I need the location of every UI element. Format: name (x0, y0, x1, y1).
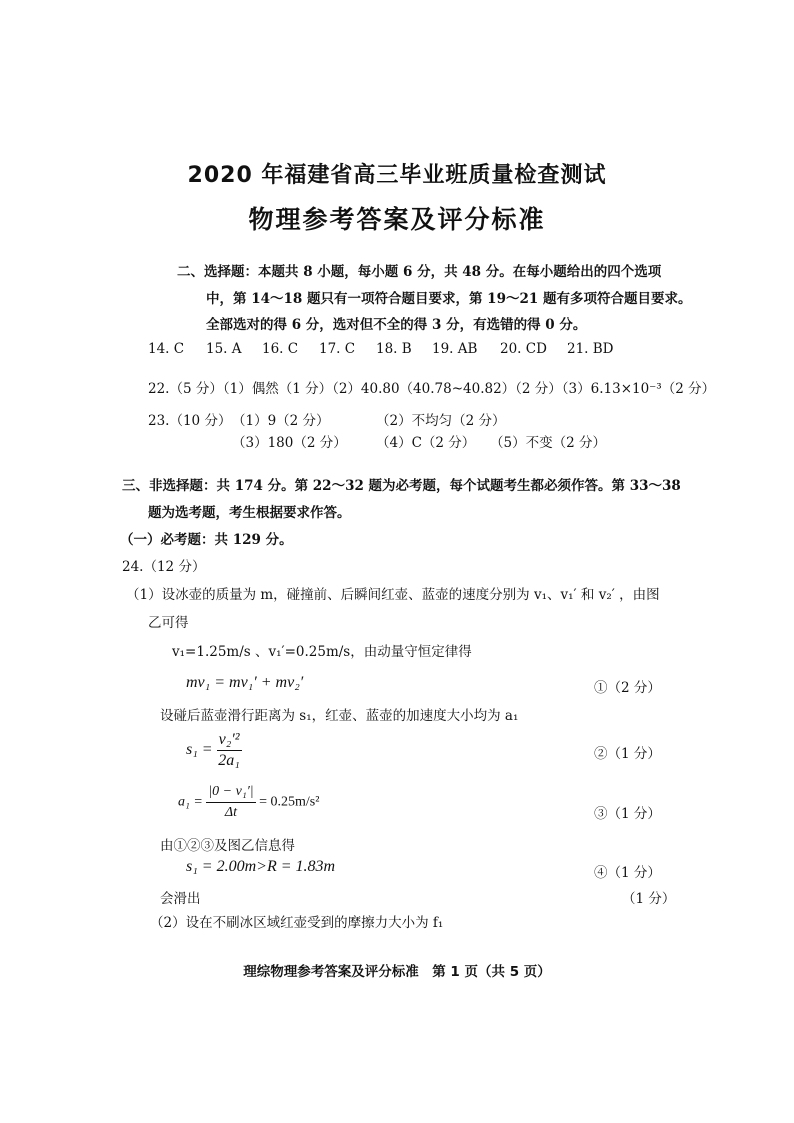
section3-line1: 三、非选择题：共 174 分。第 22～32 题为必考题，每个试题考生都必须作答。第 33～38 (122, 478, 681, 494)
equation-2-fraction (217, 730, 242, 771)
equation-3-left: a₁ = (178, 794, 203, 810)
q24-text5: （2）设在不刷冰区域红壶受到的摩擦力大小为 f₁ (150, 915, 444, 931)
section3-part1: （一）必考题：共 129 分。 (120, 532, 293, 548)
equation-3-denominator: Δt (224, 805, 238, 820)
q23-part5: （5）不变（2 分） (490, 435, 606, 451)
choice-answer: 15. A (206, 341, 242, 357)
equation-4: s₁ = 2.00m>R = 1.83m (186, 858, 336, 875)
choice-answer: 21. BD (567, 341, 614, 357)
equation-2-numerator: v₂′² (217, 730, 242, 751)
section2-line1: 二、选择题：本题共 8 小题，每小题 6 分，共 48 分。在每小题给出的四个选项 (177, 264, 662, 280)
choice-answer: 17. C (319, 341, 356, 357)
section3-line2: 题为选考题，考生根据要求作答。 (148, 505, 351, 521)
score-1: ①（2 分） (594, 680, 661, 696)
document-title: 2020 年福建省高三毕业班质量检查测试 (187, 163, 607, 188)
score-2: ②（1 分） (594, 746, 661, 762)
equation-1: mv₁ = mv₁′ + mv₂′ (186, 674, 304, 691)
q23-label: 23.（10 分） (148, 413, 232, 429)
q24-text2: 设碰后蓝壶滑行距离为 s₁，红壶、蓝壶的加速度大小均为 a₁ (160, 708, 519, 724)
equation-2-left: s₁ = (186, 741, 213, 759)
document-subtitle: 物理参考答案及评分标准 (248, 205, 546, 234)
score-3: ③（1 分） (594, 806, 661, 822)
page-footer: 理综物理参考答案及评分标准 第 1 页（共 5 页） (243, 964, 551, 980)
q23-part3: （3）180（2 分） (232, 435, 347, 451)
score-5: （1 分） (622, 891, 676, 907)
q24-text3: 由①②③及图乙信息得 (160, 838, 295, 854)
choice-answer: 19. AB (432, 341, 478, 357)
section2-line2: 中，第 14～18 题只有一项符合题目要求，第 19～21 题有多项符合题目要求。 (206, 291, 692, 307)
q24-text4: 会滑出 (160, 891, 201, 907)
q24-given: v₁=1.25m/s 、v₁′=0.25m/s，由动量守恒定律得 (172, 644, 472, 660)
q23-part1: （1）9（2 分） (232, 413, 330, 429)
choice-answer: 18. B (376, 341, 412, 357)
q22-answer: 22.（5 分）（1）偶然（1 分）（2）40.80（40.78~40.82）（2 分）（3）6.13×10⁻³（2 分） (148, 381, 716, 397)
equation-2-denominator: 2a₁ (218, 752, 240, 769)
equation-3 (178, 782, 319, 823)
score-4: ④（1 分） (594, 865, 661, 881)
equation-3-fraction (206, 782, 255, 823)
q23-part4: （4）C（2 分） (376, 435, 476, 451)
q24-intro-line1: （1）设冰壶的质量为 m，碰撞前、后瞬间红壶、蓝壶的速度分别为 v₁、v₁′ 和 v₂′ ，由图 (126, 587, 660, 603)
equation-3-right: = 0.25m/s² (259, 794, 320, 810)
section2-line3: 全部选对的得 6 分，选对但不全的得 3 分，有选错的得 0 分。 (206, 317, 587, 333)
choice-answer: 20. CD (500, 341, 547, 357)
choice-answer: 14. C (148, 341, 185, 357)
q24-intro-line2: 乙可得 (148, 615, 189, 631)
choice-answer: 16. C (262, 341, 299, 357)
equation-2 (186, 730, 242, 771)
q23-part2: （2）不均匀（2 分） (376, 413, 506, 429)
q24-label: 24.（12 分） (122, 559, 206, 575)
equation-3-numerator: |0 − v₁′| (206, 782, 255, 803)
